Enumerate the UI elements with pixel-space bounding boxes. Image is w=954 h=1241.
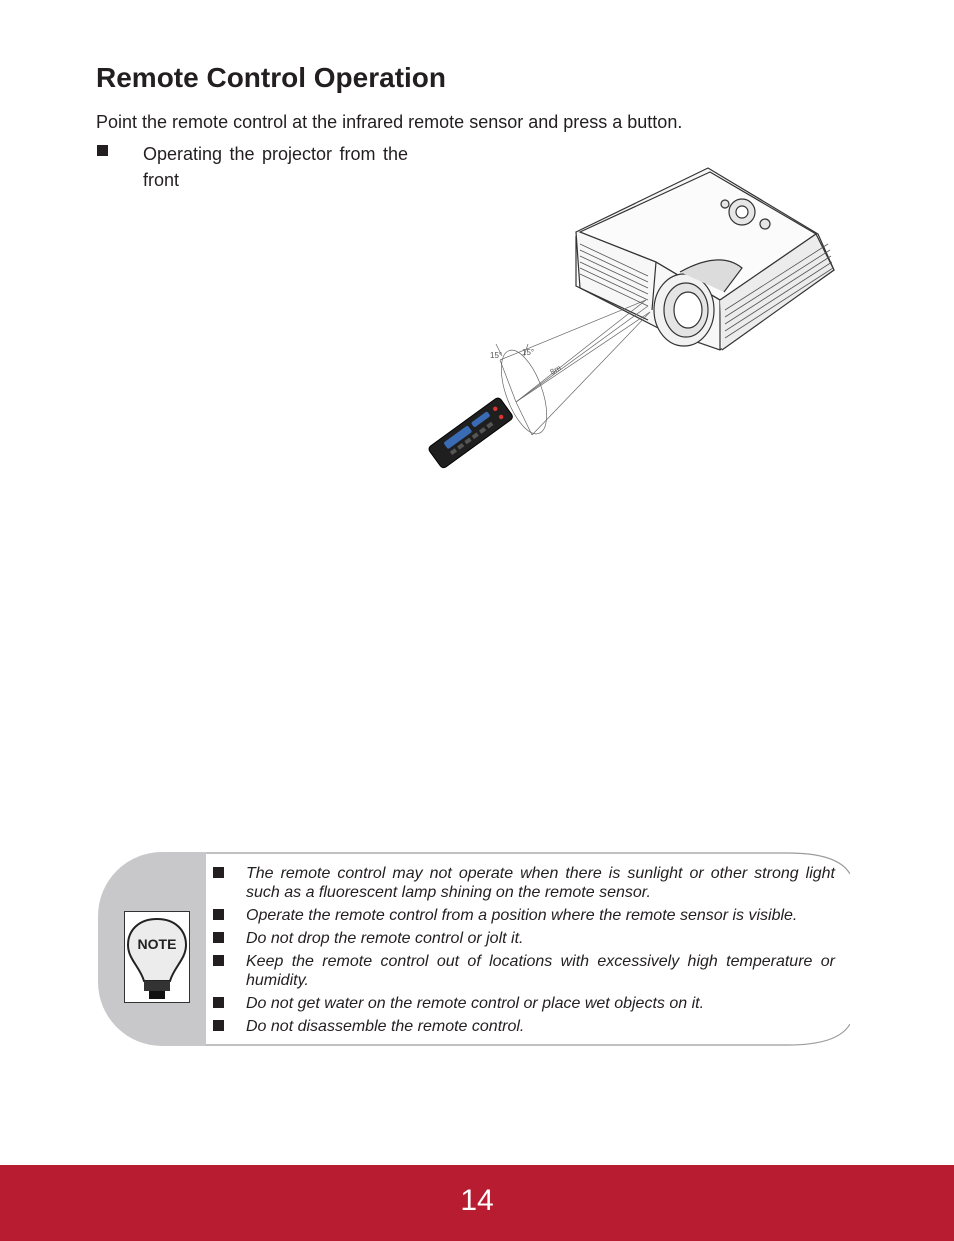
note-bulb-icon — [124, 911, 190, 1003]
bullet-square-icon — [213, 955, 224, 966]
page-number: 14 — [460, 1184, 494, 1217]
note-icon-label: NOTE — [137, 936, 177, 952]
page-title: Remote Control Operation — [96, 62, 447, 93]
note-item: The remote control may not operate when there is sunlight or other strong light such as a fluorescent lamp shining on the remote sensor. — [213, 864, 835, 902]
bullet-square-icon — [213, 932, 224, 943]
intro-paragraph: Point the remote control at the infrared remote sensor and press a button. — [96, 112, 683, 132]
projector-icon — [576, 168, 834, 350]
note-item: Do not disassemble the remote control. — [213, 1017, 835, 1036]
bullet-square-icon — [213, 909, 224, 920]
note-item: Do not drop the remote control or jolt it. — [213, 929, 835, 948]
angle-left-label: 15° — [490, 351, 503, 360]
ir-beam-lines — [492, 300, 650, 440]
note-item: Operate the remote control from a position where the remote sensor is visible. — [213, 906, 835, 925]
bullet-front-operation: Operating the projector from the front — [143, 144, 408, 190]
bullet-square-icon — [213, 997, 224, 1008]
angle-right-label: 15° — [522, 348, 535, 357]
note-item: Do not get water on the remote control or place wet objects on it. — [213, 994, 835, 1013]
bullet-square-icon — [97, 145, 108, 156]
distance-label: 8m — [548, 363, 563, 377]
projector-remote-illustration — [420, 160, 850, 490]
note-item: Keep the remote control out of locations with excessively high temperature or humidity. — [213, 952, 835, 990]
bullet-square-icon — [213, 867, 224, 878]
remote-control-icon — [427, 396, 513, 469]
note-list — [213, 864, 835, 1040]
bullet-square-icon — [213, 1020, 224, 1031]
